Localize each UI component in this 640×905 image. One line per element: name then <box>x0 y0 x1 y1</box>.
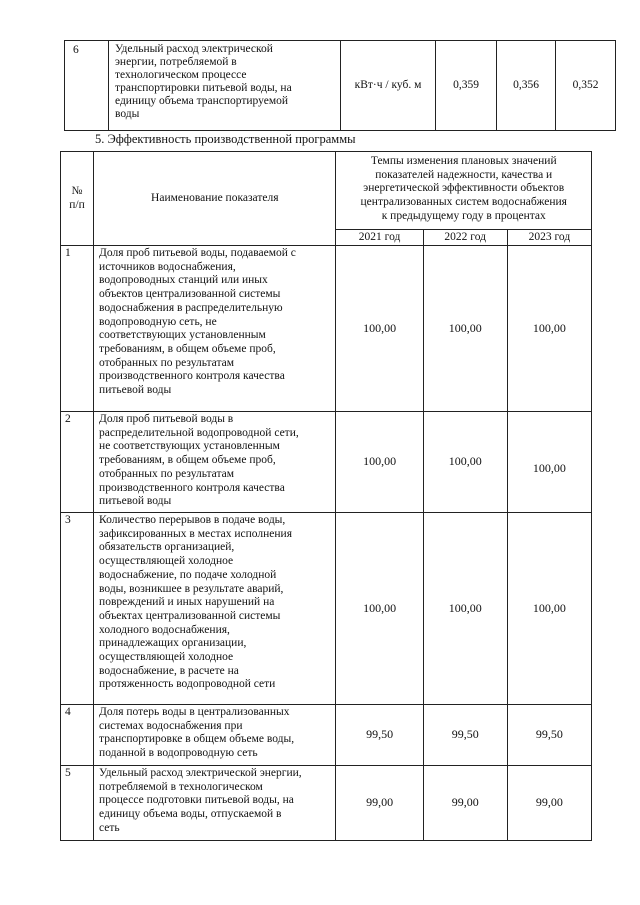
table-row <box>61 766 592 841</box>
row-number: 3 <box>61 513 94 705</box>
value-cell: 100,00 <box>336 246 423 412</box>
indicator-name: Доля потерь воды в централизованных системах водоснабжения при транспортировке в общем объеме воды, поданной в водопроводную сеть <box>94 705 336 766</box>
value-cell: 99,00 <box>507 766 591 841</box>
value-cell: 99,50 <box>507 705 591 766</box>
year-header: 2023 год <box>507 230 591 246</box>
year-header: 2021 год <box>336 230 423 246</box>
row-number: 2 <box>61 412 94 513</box>
efficiency-table <box>60 151 592 841</box>
unit-cell: кВт·ч / куб. м <box>341 41 436 131</box>
table-row <box>61 412 592 513</box>
table-row <box>61 513 592 705</box>
header-indicator-name: Наименование показателя <box>94 152 336 246</box>
value-cell: 99,00 <box>336 766 423 841</box>
value-cell: 100,00 <box>507 513 591 705</box>
row-number: 5 <box>61 766 94 841</box>
row-number: 4 <box>61 705 94 766</box>
table-row <box>61 246 592 412</box>
table-row <box>61 705 592 766</box>
indicator-name: Удельный расход электрической энергии, потребляемой в технологическом процессе подготовки питьевой воды, на единицу объема воды, отпускаемой в сеть <box>94 766 336 841</box>
header-group: Темпы изменения плановых значений показателей надежности, качества и энергетической эффективности объектов централизованных систем водоснабжения к предыдущему году в процентах <box>336 152 592 230</box>
year-header: 2022 год <box>423 230 507 246</box>
value-cell: 0,359 <box>436 41 497 131</box>
row-number: 1 <box>61 246 94 412</box>
value-cell: 100,00 <box>423 412 507 513</box>
header-row <box>61 152 592 230</box>
value-cell: 100,00 <box>336 412 423 513</box>
header-number: № п/п <box>61 152 94 246</box>
indicator-name: Доля проб питьевой воды в распределительной водопроводной сети, не соответствующих установленным требованиям, в общем объеме проб, отобранных по результатам производственного контроля качества питьевой воды <box>94 412 336 513</box>
value-cell: 99,50 <box>336 705 423 766</box>
section-title: 5. Эффективность производственной программы <box>95 132 356 146</box>
value-cell: 0,356 <box>497 41 556 131</box>
indicator-name: Доля проб питьевой воды, подаваемой с источников водоснабжения, водопроводных станций или иных объектов централизованной системы водоснабжения в распределительную водопроводную сеть, не соответствующих установленным требованиям, в общем объеме проб, отобранных по результатам производственного контроля качества питьевой воды <box>94 246 336 412</box>
indicator-name: Количество перерывов в подаче воды, зафиксированных в местах исполнения обязательств организацией, осуществляющей холодное водоснабжение, по подаче холодной воды, возникшее в результате аварий, повреждений и иных нарушений на объектах централизованной системы холодного водоснабжения, принадлежащих организации, осуществляющей холодное водоснабжение, в расчете на протяженность водопроводной сети <box>94 513 336 705</box>
value-cell: 100,00 <box>423 513 507 705</box>
value-cell: 100,00 <box>507 412 591 513</box>
table-row <box>65 41 616 131</box>
value-cell: 99,50 <box>423 705 507 766</box>
previous-table <box>64 40 616 131</box>
value-cell: 100,00 <box>423 246 507 412</box>
indicator-name: Удельный расход электрической энергии, потребляемой в технологическом процессе транспортировки питьевой воды, на единицу объема транспортируемой воды <box>109 41 341 131</box>
value-cell: 99,00 <box>423 766 507 841</box>
value-cell: 100,00 <box>336 513 423 705</box>
value-cell: 100,00 <box>507 246 591 412</box>
value-cell: 0,352 <box>556 41 616 131</box>
row-number: 6 <box>65 41 109 131</box>
